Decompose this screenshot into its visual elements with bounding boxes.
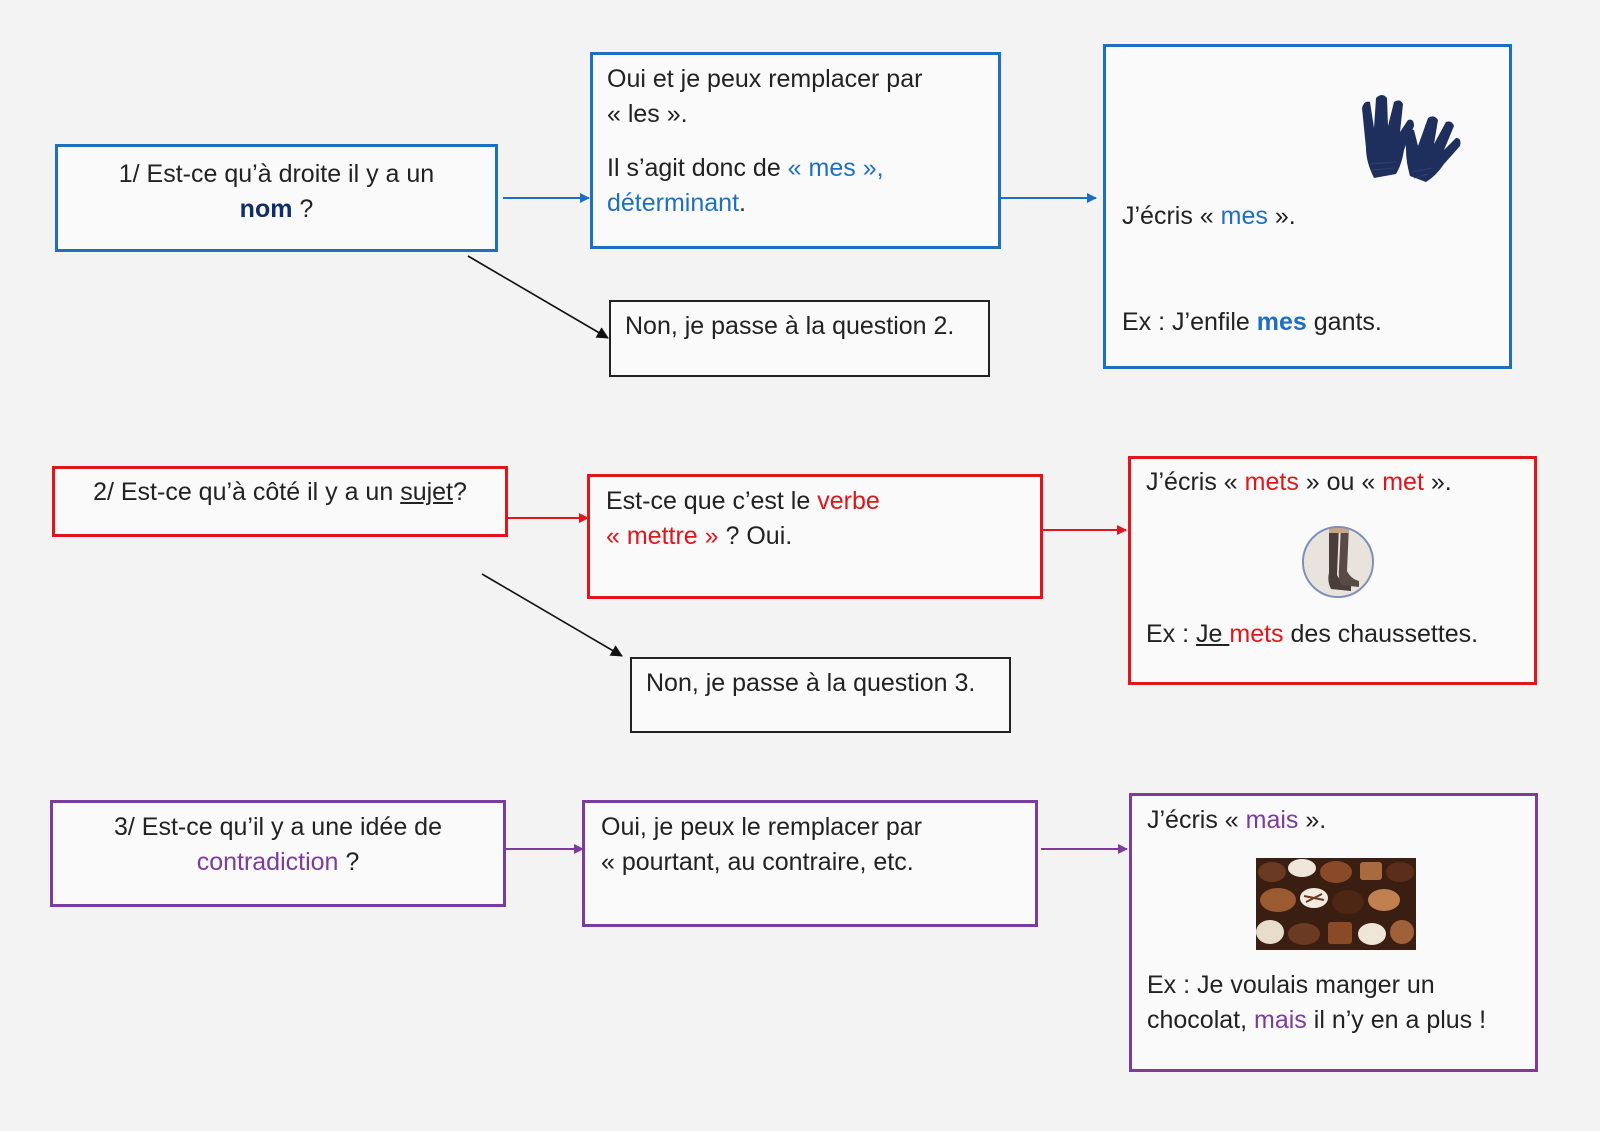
q2-question-line [55,475,505,510]
q3-question-line1: 3/ Est-ce qu’il y a une idée de [114,813,442,841]
q1-question-line2 [58,192,495,227]
q2-result-write-suffix: ». [1423,468,1452,496]
q2-result-write-mid: » ou « [1298,468,1383,496]
q3-result-write-suffix: ». [1298,806,1327,834]
q2-question-box [52,466,508,537]
q2-result-example-prefix: Ex : [1146,620,1197,648]
q2-keyword-verbe: verbe [817,487,880,515]
q1-yes-line4-suffix: . [739,189,746,217]
q3-keyword-contradiction: contradiction [196,848,339,876]
q2-keyword-sujet: sujet [400,478,453,506]
q1-yes-box [590,52,1001,249]
q3-result-example-line1: Ex : Je voulais manger un [1147,971,1435,999]
q2-yes-line1-prefix: Est-ce que c’est le [606,487,818,515]
q2-example-subject: Je [1196,620,1223,648]
q1-yes-line3 [607,151,984,186]
q2-yes-box [587,474,1043,599]
q1-yes-line3-prefix: Il s’agit donc de [607,154,788,182]
q2-yes-line2 [606,519,1024,554]
q1-result-example-prefix: Ex : J’enfile [1122,308,1257,336]
q3-result-write-prefix: J’écris « [1147,806,1246,834]
q1-question-line1: 1/ Est-ce qu’à droite il y a un [118,160,435,188]
arrow-q1-to-no [468,256,608,338]
gloves-icon [1344,92,1468,184]
q2-result-example-suffix: des chaussettes. [1283,620,1479,648]
q1-keyword-nom: nom [239,195,293,223]
q3-result-example-prefix: chocolat, [1147,1006,1255,1034]
q3-result-example [1147,968,1486,1038]
q2-example-keyword: mets [1229,620,1284,648]
q1-result-keyword: mes [1220,202,1268,230]
q2-result-write-prefix: J’écris « [1146,468,1245,496]
q2-no-text: Non, je passe à la question 3. [646,669,976,697]
q2-result-example [1146,617,1478,652]
q2-yes-line2-suffix: ? Oui. [718,522,793,550]
q2-result-keyword-mets: mets [1244,468,1299,496]
q1-result-example-suffix: gants. [1306,308,1382,336]
q2-result-write [1146,465,1452,500]
q1-result-write-suffix: ». [1267,202,1296,230]
q3-result-example-suffix: il n’y en a plus ! [1306,1006,1487,1034]
q3-question-box [50,800,506,907]
q1-result-write-prefix: J’écris « [1122,202,1221,230]
q1-keyword-determinant: déterminant [607,189,740,217]
q2-result-box [1128,456,1537,685]
q3-result-write [1147,803,1326,838]
q1-no-box [609,300,990,377]
q3-result-keyword: mais [1245,806,1299,834]
socks-icon [1301,525,1375,599]
q3-yes-box [582,800,1038,927]
q3-yes-line1: Oui, je peux le remplacer par [601,813,922,841]
q2-result-keyword-met: met [1382,468,1424,496]
q1-question-box [55,144,498,252]
q1-yes-line1: Oui et je peux remplacer par [607,65,923,93]
q3-result-box [1129,793,1538,1072]
q3-result-example-line2 [1147,1003,1486,1038]
q3-yes-line2: « pourtant, au contraire, etc. [601,848,914,876]
q1-example-keyword: mes [1256,308,1307,336]
q2-question-suffix: ? [453,478,467,506]
q1-yes-line4 [607,186,984,221]
q1-result-write [1122,199,1296,234]
q3-question-line2 [53,845,503,880]
q2-keyword-mettre: « mettre » [606,522,719,550]
chocolates-icon [1256,858,1416,950]
q2-no-box [630,657,1011,733]
q1-yes-line2: « les ». [607,100,688,128]
q2-yes-line1 [606,484,1024,519]
q2-question-prefix: 2/ Est-ce qu’à côté il y a un [93,478,401,506]
q1-result-box [1103,44,1512,369]
q1-keyword-mes: « mes », [787,154,884,182]
q3-question-suffix: ? [338,848,360,876]
q3-example-keyword: mais [1254,1006,1307,1034]
q1-result-example [1122,305,1382,340]
q1-question-suffix: ? [292,195,314,223]
q1-no-text: Non, je passe à la question 2. [625,312,955,340]
